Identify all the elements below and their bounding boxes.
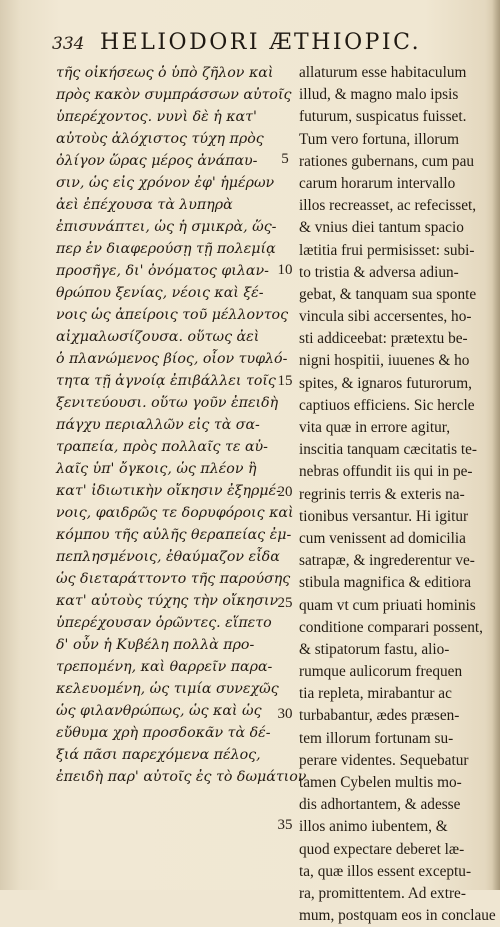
- greek-line: νοις, φαιδρῶς τε δορυφόροις καὶ: [56, 505, 294, 521]
- greek-line: προσῆγε, δι' ὀνόματος φιλαν-: [56, 263, 269, 279]
- greek-line: τητα τῇ ἀγνοίᾳ ἐπιβάλλει τοῖς: [56, 373, 276, 389]
- latin-line: inscitia tanquam cæcitatis te-: [299, 441, 477, 459]
- greek-line: κελευομένη, ὡς τιμία συνεχῶς: [56, 681, 279, 697]
- latin-text-column: [299, 62, 495, 927]
- latin-line: turbabantur, ædes præsen-: [299, 707, 460, 725]
- greek-line: ὡς φιλανθρώπως, ὡς καὶ ὡς: [56, 703, 262, 719]
- latin-line: illos recreasset, ac refecisset,: [299, 197, 477, 215]
- latin-line: tia repleta, mirabantur ac: [299, 685, 452, 703]
- latin-line: & stipatorum fastu, alio-: [299, 640, 450, 658]
- latin-line: regrinis terris & exteris na-: [299, 485, 465, 503]
- latin-line: conditione comparari possent,: [299, 618, 483, 636]
- greek-line: ὀλίγον ὥρας μέρος ἀνάπαυ-: [56, 153, 258, 169]
- latin-line: ra, promittentem. Ad extre-: [299, 884, 466, 902]
- latin-line: tionibus versantur. Hi igitur: [299, 507, 469, 525]
- latin-line: rumque aulicorum frequen: [299, 663, 463, 681]
- greek-line: ξενιτεύουσι. οὕτω γοῦν ἐπειδὴ: [56, 395, 279, 411]
- latin-line: perare videntes. Sequebatur: [299, 751, 469, 769]
- latin-line: illos animo iubentem, &: [299, 818, 448, 836]
- latin-line: rationes gubernans, cum pau: [299, 152, 475, 170]
- greek-line: ὑπερέχουσαν ὁρῶντες. εἵπετο: [56, 615, 272, 631]
- latin-line: cum venissent ad domicilia: [299, 529, 466, 547]
- greek-line: ἀεὶ ἐπέχουσα τὰ λυπηρὰ: [56, 197, 233, 213]
- greek-line: νοις ὡς ἀπείροις τοῦ μέλλοντος: [56, 307, 289, 323]
- line-number-marker: 25: [277, 594, 293, 611]
- greek-line: αὐτοὺς ἀλόχιστος τύχη πρὸς: [56, 131, 264, 147]
- greek-line: λαῖς ὑπ' ὄγκοις, ὡς πλέον ἢ: [56, 461, 257, 477]
- line-number-marker: 5: [281, 150, 289, 167]
- greek-line: αἰχμαλωσίζουσα. οὕτως ἀεὶ: [56, 329, 260, 345]
- latin-line: satrapæ, & ingrederentur ve-: [299, 552, 475, 570]
- line-number-marker: 15: [277, 372, 293, 389]
- latin-line: illud, & magno malo ipsis: [299, 86, 459, 104]
- greek-line: κατ' ἰδιωτικὴν οἴκησιν ἐξηρμέ-: [56, 483, 281, 499]
- latin-line: vincula sibi accersentes, ho-: [299, 308, 472, 326]
- greek-line: πρὸς κακὸν συμπράσσων αὐτοῖς: [56, 87, 292, 103]
- latin-line: tamen Cybelen multis mo-: [299, 774, 462, 791]
- latin-line: futurum, suspicatus fuisset.: [299, 108, 467, 126]
- greek-line: κόμπου τῆς αὐλῆς θεραπείας ἐμ-: [56, 527, 292, 543]
- greek-line: τρεπομένη, καὶ θαρρεῖν παρα-: [56, 659, 273, 675]
- greek-line: ὁ πλανώμενος βίος, οἷον τυφλό-: [56, 351, 288, 367]
- greek-line: θρώπου ξενίας, νέοις καὶ ξέ-: [56, 285, 264, 301]
- greek-line: πάγχυ περιαλλῶν εἰς τὰ σα-: [56, 417, 260, 433]
- latin-line: spites, & ignaros futurorum,: [299, 374, 472, 392]
- line-number-marker: 35: [277, 816, 293, 833]
- greek-line: τῆς οἰκήσεως ὁ ὑπὸ ζῆλον καὶ: [56, 65, 274, 81]
- latin-line: nigni hospitii, iuuenes & ho: [299, 352, 470, 370]
- greek-line: κατ' αὐτοὺς τύχης τὴν οἴκησιν: [56, 593, 279, 609]
- greek-line: εὔθυμα χρὴ προσδοκᾶν τὰ δέ-: [56, 725, 271, 741]
- latin-line: nebras offundit iis qui in pe-: [299, 463, 473, 481]
- greek-line: ἐπειδὴ παρ' αὐτοῖς ἐς τὸ δωμάτιον: [56, 769, 307, 785]
- latin-line: carum horarum intervallo: [299, 174, 456, 192]
- line-number-marker: 20: [277, 483, 293, 500]
- latin-line: quam vt cum priuati hominis: [299, 596, 476, 614]
- greek-line: ὡς διεταράττοντο τῆς παρούσης: [56, 571, 291, 587]
- running-head: HELIODORI ÆTHIOPIC.: [100, 30, 422, 55]
- line-number-marker: 30: [277, 705, 293, 722]
- latin-line: mum, postquam eos in conclaue: [299, 907, 496, 925]
- latin-line: vita quæ in errore agitur,: [299, 419, 451, 436]
- latin-line: captiuos efficiens. Sic hercle: [299, 396, 475, 414]
- page-number: 334: [52, 34, 85, 54]
- line-number-marker: 10: [277, 261, 293, 278]
- page-edge-shadow: [492, 0, 500, 890]
- latin-line: lætitia frui permisisset: subi-: [299, 241, 475, 259]
- greek-line: πεπλησμένοις, ἐθαύμαζον εἶδα: [56, 549, 280, 565]
- latin-line: tem illorum fortunam su-: [299, 729, 454, 747]
- latin-line: to tristia & adversa adiun-: [299, 263, 459, 281]
- greek-line: ξιά πᾶσι παρεχόμενα πέλος,: [56, 747, 261, 763]
- latin-line: Tum vero fortuna, illorum: [299, 130, 460, 148]
- latin-line: quod expectare deberet læ-: [299, 840, 465, 858]
- latin-line: dis adhortantem, & adesse: [299, 796, 461, 814]
- greek-line: δ' οὖν ἡ Κυβέλη πολλὰ προ-: [56, 637, 255, 653]
- greek-line: σιν, ὡς εἰς χρόνον ἐφ' ἡμέρων: [56, 175, 275, 191]
- greek-line: ἐπισυνάπτει, ὡς ἡ σμικρὰ, ὥς-: [56, 219, 277, 235]
- greek-text-column: [56, 62, 307, 788]
- latin-line: & vnius diei tantum spacio: [299, 219, 464, 237]
- latin-line: allaturum esse habitaculum: [299, 64, 467, 81]
- greek-line: περ ἐν διαφερούσῃ τῇ πολεμίᾳ: [56, 241, 276, 257]
- latin-line: gebat, & tanquam sua sponte: [299, 285, 477, 303]
- greek-line: ὑπερέχοντος. νυνὶ δὲ ἡ κατ': [56, 109, 257, 125]
- latin-line: stibula magnifica & editiora: [299, 574, 472, 592]
- greek-line: τραπεία, πρὸς πολλαῖς τε αὐ-: [56, 439, 268, 455]
- latin-line: ta, quæ illos essent exceptu-: [299, 862, 472, 880]
- latin-line: sti addiceebat: prætextu be-: [299, 330, 468, 348]
